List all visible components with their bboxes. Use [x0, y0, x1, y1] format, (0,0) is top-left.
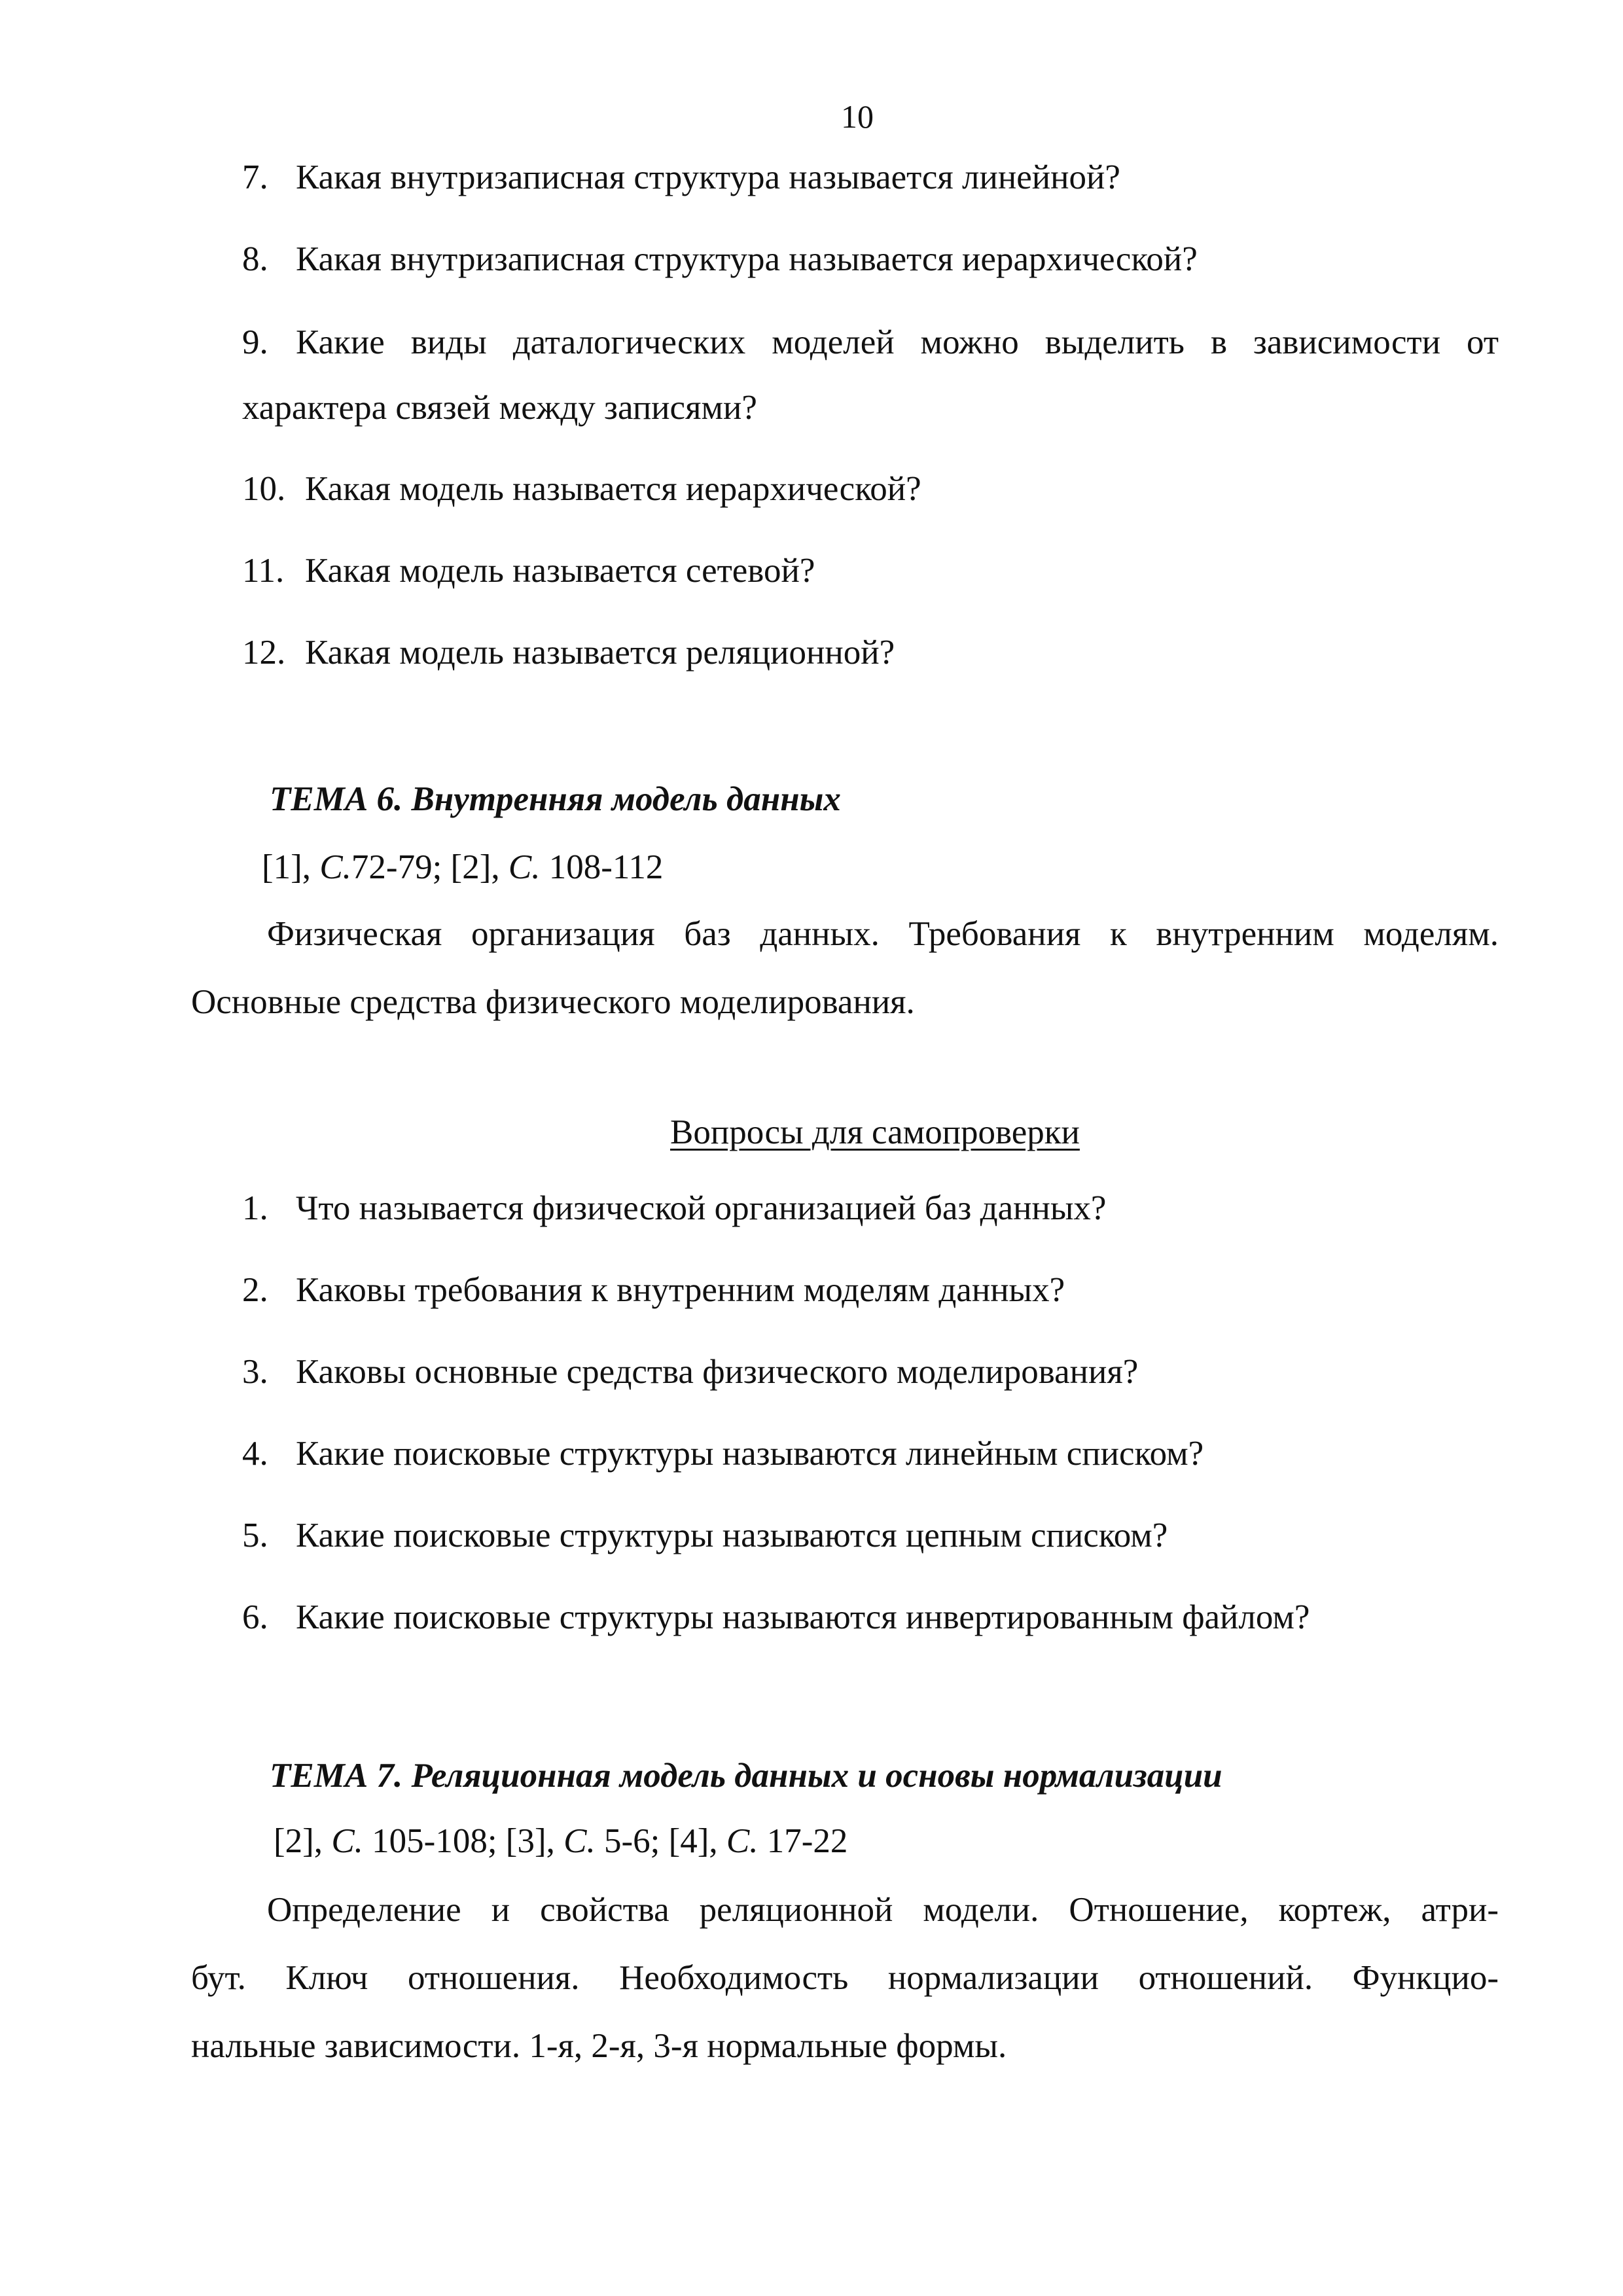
topic-7-paragraph-line: бут. Ключ отношения. Необходимость нормализации отношений. Функцио- [191, 1959, 1499, 1997]
question-number: 8. [242, 240, 268, 278]
question-number: 4. [242, 1435, 268, 1473]
question-item [242, 236, 1198, 282]
topic-6-heading: ТЕМА 6. Внутренняя модель данных [270, 780, 841, 818]
question-number: 10. [242, 470, 286, 508]
reference-page-label: С. [726, 1822, 758, 1860]
page-number: 10 [841, 98, 874, 135]
question-text: Что называется физической организацией баз данных? [296, 1189, 1107, 1227]
question-item [242, 548, 815, 594]
question-item [242, 1594, 1310, 1640]
question-text: Какие виды даталогических моделей можно выделить в зависимости от [296, 323, 1499, 361]
topic-6-paragraph-line: Физическая организация баз данных. Требования к внутренним моделям. [267, 915, 1499, 953]
question-number: 3. [242, 1353, 268, 1391]
question-item [242, 1349, 1138, 1395]
reference-page-label: С. [331, 1822, 363, 1860]
question-number: 12. [242, 634, 286, 672]
reference-text: [2], [274, 1822, 332, 1860]
topic-6-references [262, 844, 663, 890]
question-item [242, 1431, 1204, 1477]
topic-7-references [274, 1818, 847, 1864]
question-item [242, 319, 1499, 365]
question-number: 2. [242, 1271, 268, 1309]
question-text: Какие поисковые структуры называются инвертированным файлом? [296, 1598, 1310, 1636]
reference-text: 72-79; [2], [351, 848, 508, 886]
question-number: 7. [242, 158, 268, 196]
reference-text: 108-112 [540, 848, 664, 886]
reference-page-label: С. [563, 1822, 596, 1860]
question-text: Какая модель называется реляционной? [305, 634, 895, 672]
reference-text: 17-22 [758, 1822, 848, 1860]
question-item [242, 1513, 1168, 1558]
question-item [242, 1267, 1065, 1313]
question-text: Какая внутризаписная структура называется иерархической? [296, 240, 1198, 278]
question-item [242, 154, 1120, 200]
reference-text: [1], [262, 848, 320, 886]
question-text: Каковы основные средства физического моделирования? [296, 1353, 1139, 1391]
reference-page-label: С. [508, 848, 541, 886]
question-item [242, 630, 895, 675]
topic-6-paragraph-line: Основные средства физического моделирования. [191, 983, 915, 1021]
topic-7-paragraph-line: Определение и свойства реляционной модели. Отношение, кортеж, атри- [267, 1891, 1499, 1929]
question-item [242, 1185, 1106, 1231]
question-text: Какие поисковые структуры называются линейным списком? [296, 1435, 1204, 1473]
reference-text: 105-108; [3], [363, 1822, 564, 1860]
question-text: Каковы требования к внутренним моделям данных? [296, 1271, 1065, 1309]
question-number: 5. [242, 1516, 268, 1554]
question-text: Какая внутризаписная структура называется линейной? [296, 158, 1120, 196]
question-text: Какие поисковые структуры называются цепным списком? [296, 1516, 1168, 1554]
question-text: Какая модель называется сетевой? [305, 552, 815, 590]
reference-text: 5-6; [4], [595, 1822, 726, 1860]
reference-page-label: С. [319, 848, 351, 886]
question-item [242, 466, 921, 512]
question-continuation: характера связей между записями? [242, 389, 757, 427]
topic-7-paragraph-line: нальные зависимости. 1-я, 2-я, 3-я нормальные формы. [191, 2027, 1007, 2065]
question-number: 6. [242, 1598, 268, 1636]
question-number: 1. [242, 1189, 268, 1227]
self-check-title: Вопросы для самопроверки [670, 1113, 1080, 1151]
question-text: Какая модель называется иерархической? [305, 470, 921, 508]
question-number: 9. [242, 323, 268, 361]
question-number: 11. [242, 552, 285, 590]
topic-7-heading: ТЕМА 7. Реляционная модель данных и основы нормализации [270, 1757, 1222, 1795]
